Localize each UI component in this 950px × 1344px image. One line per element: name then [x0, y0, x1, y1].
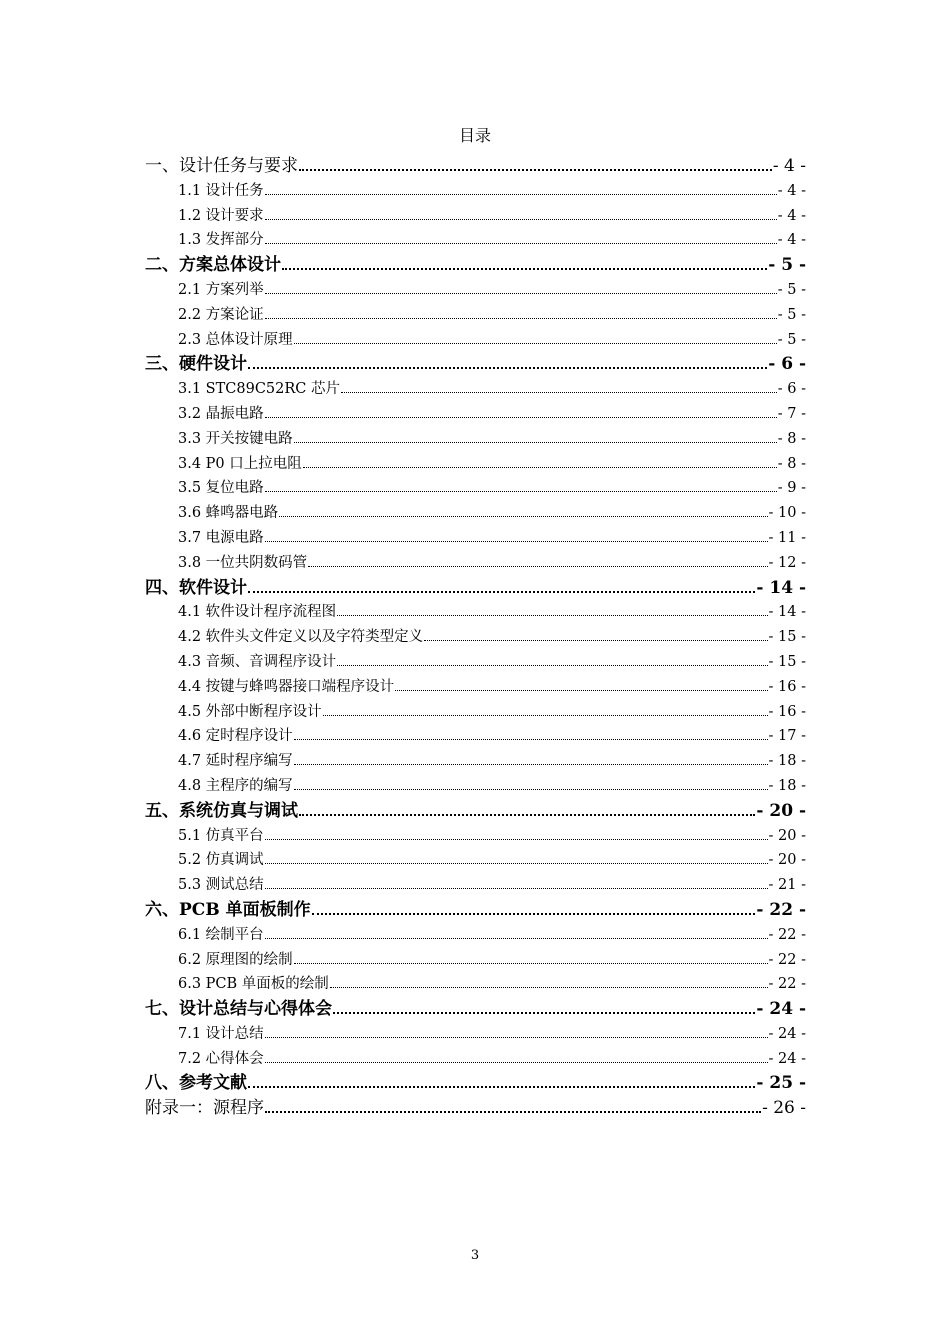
- toc-entry-page: - 5 -: [777, 281, 806, 298]
- toc-entry-title: 3.1 STC89C52RC 芯片: [178, 381, 340, 398]
- toc-entry-title: 4.8 主程序的编写: [178, 777, 293, 794]
- toc-dot-leader: [265, 307, 777, 318]
- toc-entry-title: 4.1 软件设计程序流程图: [178, 604, 337, 621]
- toc-section-entry[interactable]: [145, 774, 806, 799]
- toc-dot-leader: [265, 927, 768, 938]
- toc-entry-page: - 20 -: [756, 800, 806, 821]
- toc-dot-leader: [279, 506, 767, 517]
- toc-entry-title: 五、系统仿真与调试: [145, 800, 298, 821]
- toc-section-entry[interactable]: [145, 650, 806, 675]
- toc-entry-page: - 22 -: [768, 951, 806, 968]
- toc-section-entry[interactable]: [145, 848, 806, 873]
- toc-section-entry[interactable]: [145, 749, 806, 774]
- toc-section-entry[interactable]: [145, 625, 806, 650]
- toc-section-entry[interactable]: [145, 377, 806, 402]
- toc-section-entry[interactable]: [145, 600, 806, 625]
- toc-section-entry[interactable]: [145, 179, 806, 204]
- toc-dot-leader: [337, 605, 767, 616]
- toc-entry-title: 1.2 设计要求: [178, 207, 264, 224]
- toc-entry-title: 3.3 开关按键电路: [178, 430, 293, 447]
- toc-section-entry[interactable]: [145, 700, 806, 725]
- toc-section-entry[interactable]: [145, 551, 806, 576]
- toc-dot-leader: [265, 1051, 768, 1062]
- toc-entry-title: 4.7 延时程序编写: [178, 753, 293, 770]
- toc-entry-title: 四、软件设计: [145, 577, 247, 598]
- toc-section-entry[interactable]: [145, 724, 806, 749]
- toc-entry-title: 2.3 总体设计原理: [178, 331, 293, 348]
- toc-entry-title: 4.5 外部中断程序设计: [178, 703, 322, 720]
- toc-entry-page: - 22 -: [756, 899, 806, 920]
- toc-dot-leader: [299, 801, 755, 815]
- toc-entry-title: 3.4 P0 口上拉电阻: [178, 455, 302, 472]
- toc-dot-leader: [395, 679, 767, 690]
- toc-entry-title: 7.1 设计总结: [178, 1025, 264, 1042]
- table-of-contents: [145, 154, 806, 1121]
- toc-entry-title: 七、设计总结与心得体会: [145, 999, 332, 1020]
- toc-dot-leader: [248, 578, 755, 592]
- toc-chapter-entry[interactable]: [145, 1096, 806, 1121]
- toc-entry-title: 1.1 设计任务: [178, 182, 264, 199]
- toc-entry-page: - 7 -: [777, 405, 806, 422]
- toc-dot-leader: [330, 977, 768, 988]
- toc-entry-page: - 8 -: [777, 430, 806, 447]
- toc-dot-leader: [294, 332, 777, 343]
- toc-entry-title: 三、硬件设计: [145, 354, 247, 375]
- toc-entry-title: 八、参考文献: [145, 1073, 247, 1094]
- toc-dot-leader: [265, 481, 777, 492]
- toc-dot-leader: [294, 729, 768, 740]
- toc-entry-page: - 5 -: [777, 306, 806, 323]
- toc-section-entry[interactable]: [145, 526, 806, 551]
- toc-chapter-entry[interactable]: [145, 898, 806, 923]
- toc-entry-page: - 11 -: [768, 529, 806, 546]
- toc-entry-page: - 22 -: [768, 926, 806, 943]
- toc-dot-leader: [265, 1026, 768, 1037]
- toc-entry-title: 3.8 一位共阴数码管: [178, 554, 308, 571]
- toc-entry-title: 4.3 音频、音调程序设计: [178, 653, 337, 670]
- toc-section-entry[interactable]: [145, 228, 806, 253]
- toc-chapter-entry[interactable]: [145, 154, 806, 179]
- toc-entry-title: 3.5 复位电路: [178, 480, 264, 497]
- toc-dot-leader: [424, 630, 767, 641]
- page-number: 3: [470, 1248, 480, 1263]
- toc-entry-page: - 20 -: [768, 827, 806, 844]
- toc-entry-title: 4.6 定时程序设计: [178, 728, 293, 745]
- toc-entry-title: 一、设计任务与要求: [145, 156, 298, 176]
- toc-entry-title: 4.2 软件头文件定义以及字符类型定义: [178, 629, 424, 646]
- toc-dot-leader: [265, 878, 768, 889]
- toc-entry-title: 3.7 电源电路: [178, 529, 264, 546]
- toc-entry-page: - 20 -: [768, 852, 806, 869]
- toc-entry-page: - 10 -: [768, 505, 806, 522]
- toc-dot-leader: [294, 431, 777, 442]
- toc-entry-page: - 12 -: [768, 554, 806, 571]
- toc-section-entry[interactable]: [145, 501, 806, 526]
- toc-chapter-entry[interactable]: [145, 997, 806, 1022]
- toc-section-entry[interactable]: [145, 476, 806, 501]
- toc-entry-title: 2.1 方案列举: [178, 281, 264, 298]
- toc-entry-page: - 18 -: [768, 777, 806, 794]
- toc-entry-page: - 21 -: [768, 877, 806, 894]
- toc-entry-page: - 5 -: [777, 331, 806, 348]
- toc-entry-page: - 5 -: [768, 255, 806, 276]
- toc-entry-title: 附录一：源程序: [145, 1098, 264, 1119]
- toc-entry-page: - 14 -: [768, 604, 806, 621]
- toc-section-entry[interactable]: [145, 1047, 806, 1072]
- toc-entry-page: - 9 -: [777, 480, 806, 497]
- toc-entry-page: - 4 -: [772, 156, 806, 176]
- toc-dot-leader: [265, 283, 777, 294]
- toc-dot-leader: [265, 208, 777, 219]
- toc-chapter-entry[interactable]: [145, 1071, 806, 1096]
- toc-entry-title: 3.6 蜂鸣器电路: [178, 505, 279, 522]
- toc-entry-page: - 14 -: [756, 577, 806, 598]
- toc-entry-page: - 22 -: [768, 976, 806, 993]
- toc-chapter-entry[interactable]: [145, 253, 806, 278]
- toc-dot-leader: [294, 952, 768, 963]
- toc-dot-leader: [323, 704, 768, 715]
- toc-entry-page: - 24 -: [756, 999, 806, 1020]
- toc-section-entry[interactable]: [145, 278, 806, 303]
- toc-entry-page: - 25 -: [756, 1073, 806, 1094]
- toc-dot-leader: [341, 382, 777, 393]
- toc-chapter-entry[interactable]: [145, 352, 806, 377]
- toc-entry-page: - 16 -: [768, 678, 806, 695]
- toc-section-entry[interactable]: [145, 204, 806, 229]
- toc-dot-leader: [308, 555, 767, 566]
- toc-entry-title: 4.4 按键与蜂鸣器接口端程序设计: [178, 678, 395, 695]
- toc-dot-leader: [312, 901, 756, 915]
- toc-dot-leader: [248, 355, 767, 369]
- toc-entry-title: 6.3 PCB 单面板的绘制: [178, 976, 329, 993]
- toc-dot-leader: [265, 233, 777, 244]
- toc-entry-title: 6.1 绘制平台: [178, 926, 264, 943]
- toc-dot-leader: [265, 531, 768, 542]
- toc-title: 目录: [458, 126, 491, 145]
- toc-dot-leader: [333, 1000, 755, 1014]
- toc-dot-leader: [265, 407, 777, 418]
- toc-chapter-entry[interactable]: [145, 799, 806, 824]
- toc-dot-leader: [337, 655, 767, 666]
- toc-entry-page: - 24 -: [768, 1025, 806, 1042]
- toc-entry-page: - 17 -: [768, 728, 806, 745]
- toc-entry-page: - 16 -: [768, 703, 806, 720]
- toc-entry-title: 二、方案总体设计: [145, 255, 281, 276]
- toc-dot-leader: [282, 256, 767, 270]
- toc-entry-title: 6.2 原理图的绘制: [178, 951, 293, 968]
- toc-entry-page: - 6 -: [777, 381, 806, 398]
- toc-dot-leader: [248, 1074, 755, 1088]
- toc-section-entry[interactable]: [145, 402, 806, 427]
- toc-dot-leader: [303, 456, 777, 467]
- toc-entry-page: - 26 -: [762, 1098, 806, 1119]
- toc-entry-page: - 24 -: [768, 1050, 806, 1067]
- toc-section-entry[interactable]: [145, 328, 806, 353]
- toc-dot-leader: [265, 1099, 761, 1113]
- toc-dot-leader: [294, 778, 768, 789]
- toc-entry-page: - 4 -: [777, 182, 806, 199]
- toc-section-entry[interactable]: [145, 972, 806, 997]
- toc-entry-title: 5.1 仿真平台: [178, 827, 264, 844]
- toc-entry-title: 2.2 方案论证: [178, 306, 264, 323]
- toc-chapter-entry[interactable]: [145, 576, 806, 601]
- toc-section-entry[interactable]: [145, 1022, 806, 1047]
- toc-section-entry[interactable]: [145, 427, 806, 452]
- toc-section-entry[interactable]: [145, 873, 806, 898]
- toc-entry-title: 5.3 测试总结: [178, 877, 264, 894]
- toc-entry-page: - 6 -: [768, 354, 806, 375]
- toc-dot-leader: [294, 754, 768, 765]
- toc-section-entry[interactable]: [145, 452, 806, 477]
- toc-entry-page: - 18 -: [768, 753, 806, 770]
- toc-entry-title: 7.2 心得体会: [178, 1050, 264, 1067]
- toc-entry-title: 1.3 发挥部分: [178, 232, 264, 249]
- toc-section-entry[interactable]: [145, 923, 806, 948]
- toc-entry-title: 5.2 仿真调试: [178, 852, 264, 869]
- toc-section-entry[interactable]: [145, 824, 806, 849]
- toc-dot-leader: [299, 157, 772, 171]
- toc-entry-page: - 4 -: [777, 232, 806, 249]
- toc-entry-title: 六、PCB 单面板制作: [145, 899, 311, 920]
- toc-entry-title: 3.2 晶振电路: [178, 405, 264, 422]
- toc-entry-page: - 8 -: [777, 455, 806, 472]
- toc-entry-page: - 15 -: [768, 629, 806, 646]
- toc-section-entry[interactable]: [145, 948, 806, 973]
- toc-dot-leader: [265, 853, 768, 864]
- toc-entry-page: - 15 -: [768, 653, 806, 670]
- toc-dot-leader: [265, 828, 768, 839]
- toc-dot-leader: [265, 183, 777, 194]
- toc-section-entry[interactable]: [145, 303, 806, 328]
- toc-entry-page: - 4 -: [777, 207, 806, 224]
- toc-section-entry[interactable]: [145, 675, 806, 700]
